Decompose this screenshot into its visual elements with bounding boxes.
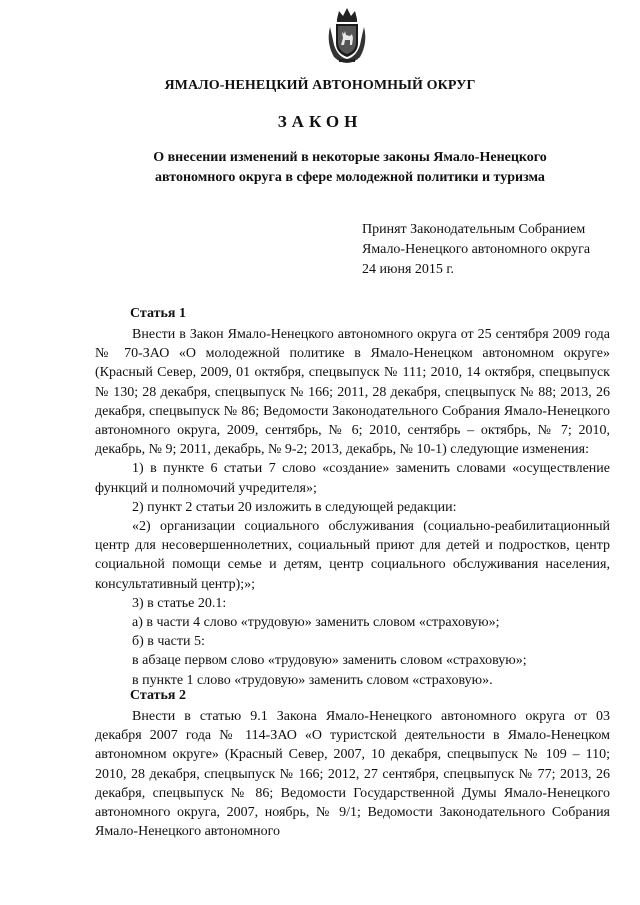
article-1-subitem: в пункте 1 слово «трудовую» заменить словом «страховую». <box>132 672 493 688</box>
adoption-note <box>362 220 590 280</box>
region-title: ЯМАЛО-НЕНЕЦКИЙ АВТОНОМНЫЙ ОКРУГ <box>164 78 476 93</box>
law-subject-line: О внесении изменений в некоторые законы Ямало-Ненецкого <box>153 150 547 165</box>
article-2-paragraph: Внести в статью 9.1 Закона Ямало-Ненецкого автономного округа от 03 декабря 2007 года № 114-ЗАО «О туристской деятельности в Ямало-Ненецком автономном округе» (Красный Север, 2007, 10 декабря, спецвыпуск № 109 – 110; 2010, 28 декабря, спецвыпуск № 166; 2012, 27 сентября, спецвыпуск № 77; 2013, 26 декабря, спецвыпуск № 86; Ведомости Государственной Думы Ямало-Ненецкого автономного округа, 2007, ноябрь, № 9/1; Ведомости Законодательного Собрания Ямало-Ненецкого автономного <box>95 709 610 840</box>
article-1-subitem: а) в части 4 слово «трудовую» заменить словом «страховую»; <box>132 615 500 631</box>
adoption-date: 24 июня 2015 г. <box>362 262 455 277</box>
adoption-line: Ямало-Ненецкого автономного округа <box>362 242 591 257</box>
article-1-item: 3) в статье 20.1: <box>132 595 227 611</box>
article-2-title: Статья 2 <box>130 688 186 703</box>
article-1-item: 1) в пункте 6 статьи 7 слово «создание» заменить словами «осуществление функций и полномочий учредителя»; <box>95 461 610 496</box>
coat-of-arms-icon <box>322 5 372 65</box>
document-type-title: ЗАКОН <box>277 112 363 131</box>
law-subject-line: автономного округа в сфере молодежной политики и туризма <box>155 170 545 185</box>
law-subject <box>110 148 590 188</box>
article-1-item: 2) пункт 2 статьи 20 изложить в следующей редакции: <box>132 499 457 515</box>
article-1-paragraph: Внести в Закон Ямало-Ненецкого автономного округа от 25 сентября 2009 года № 70-ЗАО «О молодежной политике в Ямало-Ненецком автономном округе» (Красный Север, 2009, 01 октября, спецвыпуск № 111; 2010, 14 октября, спецвыпуск № 130; 28 декабря, спецвыпуск № 166; 2011, 28 декабря, спецвыпуск № 88; 2013, 26 декабря, спецвыпуск № 86; Ведомости Законодательного Собрания Ямало-Ненецкого автономного округа, 2009, сентябрь, № 6; 2010, сентябрь – октябрь, № 7; 2010, декабрь, № 9; 2011, декабрь, № 9-2; 2013, декабрь, № 10-1) следующие изменения: <box>95 327 610 458</box>
article-1-title: Статья 1 <box>130 306 186 321</box>
article-1-subitem: в абзаце первом слово «трудовую» заменить словом «страховую»; <box>132 653 527 669</box>
article-1-body <box>95 325 610 690</box>
article-1-subitem: б) в части 5: <box>132 634 205 650</box>
adoption-line: Принят Законодательным Собранием <box>362 222 586 237</box>
article-2-body <box>95 707 610 841</box>
article-1-quote: «2) организации социального обслуживания (социально-реабилитационный центр для несовершеннолетних, социальный приют для детей и подростков, центр социальной помощи семье и детям, центр социального обслуживания населения, консультативный центр);»; <box>95 519 610 592</box>
